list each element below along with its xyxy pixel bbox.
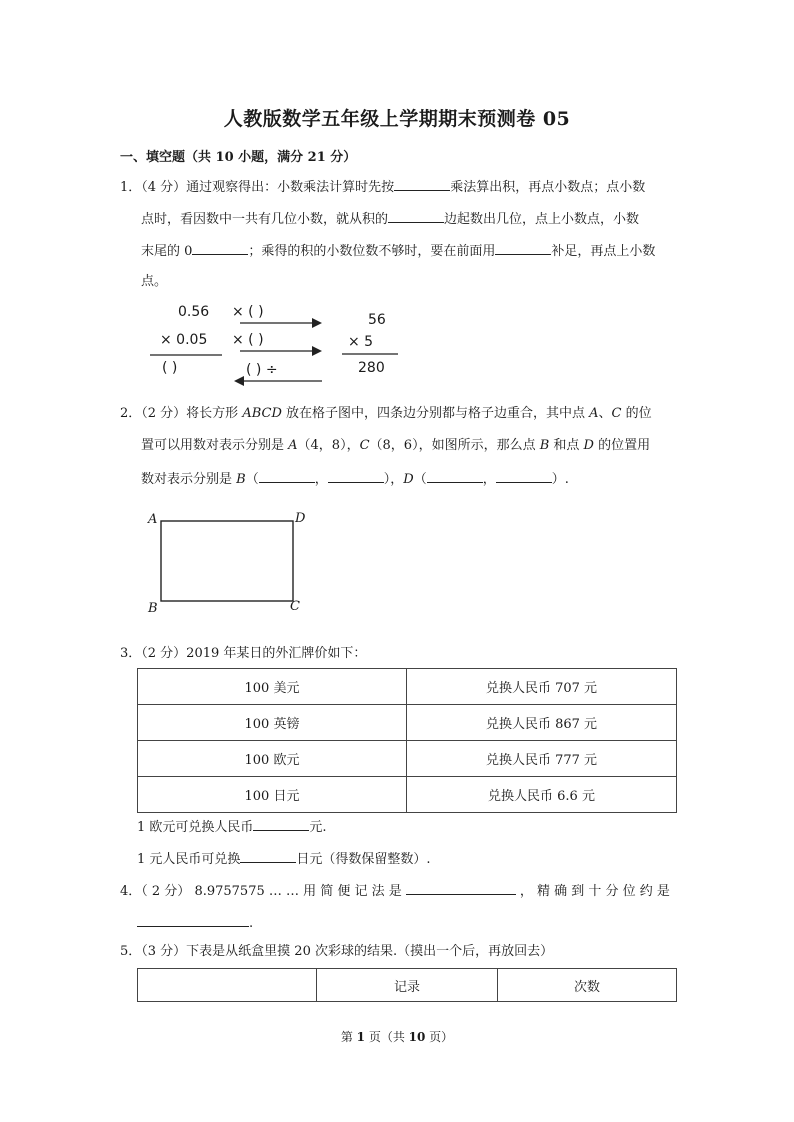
q2-line2: 置可以用数对表示分别是 A（4，8），C（8，6），如图所示，那么点 B 和点 D 的位置用: [141, 438, 651, 453]
q1-arrow1-label: × ( ): [232, 304, 264, 320]
q2-label-c: C: [290, 599, 300, 614]
q2-label-d: D: [295, 511, 306, 526]
q1-arrow3-label: ( ) ÷: [246, 362, 278, 378]
q2-blank-b-y[interactable]: [328, 470, 384, 483]
q3-line1: 3．（2 分）2019 年某日的外汇牌价如下：: [120, 646, 367, 661]
q5-line1: 5．（3 分）下表是从纸盒里摸 20 次彩球的结果.（摸出一个后，再放回去）: [120, 944, 554, 959]
q1-line1: 1．（4 分）通过观察得出：小数乘法计算时先按 乘法算出积，再点小数点；点小数: [120, 180, 646, 195]
q2-blank-d-x[interactable]: [427, 470, 483, 483]
q4-line2: .: [137, 914, 253, 932]
q1-line4: 点。: [141, 274, 168, 289]
table-header-cell: 记录: [317, 969, 498, 1002]
q1-line2: 点时，看因数中一共有几位小数，就从积的 边起数出几位，点上小数点，小数: [141, 212, 640, 227]
rate-cell: 兑换人民币 867 元: [407, 705, 677, 741]
rate-cell: 兑换人民币 777 元: [407, 741, 677, 777]
table-row: [138, 705, 677, 741]
table-header-row: [138, 969, 677, 1002]
q2-label-b: B: [148, 601, 158, 616]
table-row: [138, 777, 677, 813]
record-table: [137, 968, 677, 1002]
q2-line3: 数对表示分别是 B（ ， ），D（ ， ）.: [141, 472, 569, 487]
page-title: 人教版数学五年级上学期期末预测卷 05: [223, 108, 571, 130]
q1-right-top: 56: [368, 312, 386, 328]
currency-cell: 100 日元: [138, 777, 407, 813]
q1-left-mid: × 0.05: [160, 332, 208, 348]
q2-rectangle: [161, 521, 293, 601]
rate-cell: 兑换人民币 707 元: [407, 669, 677, 705]
page-footer: 第 1 页（共 10 页）: [340, 1030, 454, 1044]
q2-label-a: A: [148, 512, 158, 527]
table-header-cell: [138, 969, 317, 1002]
currency-cell: 100 美元: [138, 669, 407, 705]
table-row: [138, 741, 677, 777]
q1-arrow2-label: × ( ): [232, 332, 264, 348]
rate-cell: 兑换人民币 6.6 元: [407, 777, 677, 813]
table-row: [138, 669, 677, 705]
q3-blank-1[interactable]: [253, 818, 309, 831]
q3-sub1: 1 欧元可兑换人民币 元.: [137, 820, 327, 835]
q1-left-bottom: ( ): [162, 360, 178, 376]
q1-arrow3-head: [234, 376, 244, 386]
q3-blank-2[interactable]: [240, 850, 296, 863]
q4-line1: 4．（ 2 分） 8.9757575 … … 用 简 便 记 法 是 ， 精 确 到 十 分 位 约 是: [120, 884, 670, 899]
q2-blank-d-y[interactable]: [496, 470, 552, 483]
q1-arrow2-head: [312, 346, 322, 356]
q2-line1: 2．（2 分）将长方形 ABCD 放在格子图中，四条边分别都与格子边重合，其中点 A、C 的位: [120, 406, 652, 421]
table-header-cell: 次数: [498, 969, 677, 1002]
currency-cell: 100 英镑: [138, 705, 407, 741]
q2-blank-b-x[interactable]: [259, 470, 315, 483]
q1-line3: 末尾的 0 ；乘得的积的小数位数不够时，要在前面用 补足，再点上小数: [141, 244, 656, 259]
section-heading: 一、填空题（共 10 小题，满分 21 分）: [120, 150, 357, 165]
q1-left-top: 0.56: [178, 304, 210, 320]
q4-blank-2[interactable]: [137, 914, 249, 927]
q4-blank-1[interactable]: [406, 882, 516, 895]
q1-right-bottom: 280: [358, 360, 385, 376]
q1-arrow1-head: [312, 318, 322, 328]
currency-cell: 100 欧元: [138, 741, 407, 777]
q1-right-mid: × 5: [348, 334, 374, 350]
exchange-rate-table: [137, 668, 677, 813]
q3-sub2: 1 元人民币可兑换 日元（得数保留整数）.: [137, 852, 431, 867]
